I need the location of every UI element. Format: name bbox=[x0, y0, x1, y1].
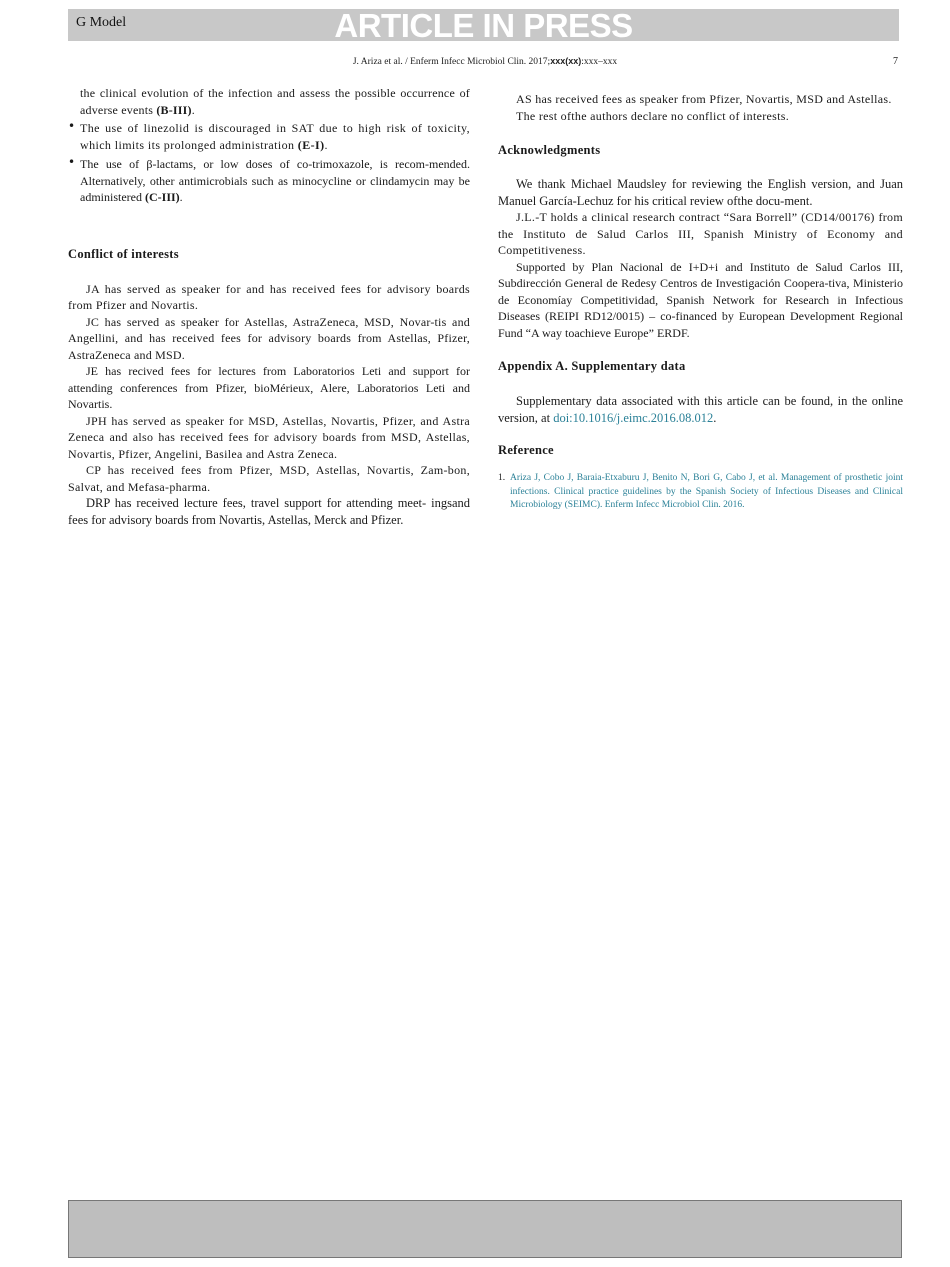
g-model-label: G Model bbox=[76, 15, 127, 30]
bullet-beta-lactams: • The use of β-lactams, or low doses of co-trimoxazole, is recom-mended. Alternatively, other antimicrobials such as minocycline or clindamycin may be administered (C-III). bbox=[68, 156, 470, 206]
continued-text: the clinical evolution of the infection and assess the possible occurrence of adverse events (B-III). bbox=[80, 86, 470, 117]
rest-paragraph: The rest ofthe authors declare no conflict of interests. bbox=[516, 108, 790, 123]
citation-suffix: :xxx–xxx bbox=[581, 57, 618, 67]
reference-text: Ariza J, Cobo J, Baraia-Etxaburu J, Benito N, Bori G, Cabo J, et al. Management of prosthetic joint infections. Clinical practice guidelines by the Spanish Society of Infectious Diseases and Clinical Microbiology (SEIMC). Enferm Infecc Microbiol Clin. 2016. bbox=[510, 473, 903, 510]
grade-b-iii: (B-III) bbox=[156, 102, 192, 117]
running-head bbox=[300, 56, 670, 67]
appendix-paragraph: Supplementary data associated with this article can be found, in the online version, at doi:10.1016/j.eimc.2016.08.012. bbox=[498, 394, 903, 425]
conflict-paragraph: JC has served as speaker for Astellas, AstraZeneca, MSD, Novar-tis and Angellini, and has received fees for advisory boards from Astellas, Pfizer, AstraZeneca and MSD. bbox=[68, 314, 470, 362]
grade-c-iii: (C-III) bbox=[144, 190, 180, 204]
conflict-paragraphs bbox=[68, 281, 470, 529]
bullet-linezolid: • The use of linezolid is discouraged in SAT due to high risk of toxicity, which limits its prolonged administration (E-I). bbox=[68, 120, 470, 153]
reference-list bbox=[498, 472, 903, 513]
left-column bbox=[68, 85, 470, 528]
right-column bbox=[498, 91, 903, 513]
conflict-paragraph: JA has served as speaker for and has received fees for advisory boards from Pfizer and Novartis. bbox=[68, 281, 470, 312]
acknowledgments-heading: Acknowledgments bbox=[498, 143, 601, 157]
reference-number: 1. bbox=[498, 473, 506, 483]
conflict-heading: Conflict of interests bbox=[68, 246, 179, 261]
conflict-paragraph: JE has recived fees for lectures from Laboratorios Leti and support for attending conferences from Pfizer, bioMérieux, Alere, Laboratorios Leti and Novartis. bbox=[68, 364, 470, 411]
ack-paragraph: We thank Michael Maudsley for reviewing the English version, and Juan Manuel García-Lechuz for his critical review ofthe docu-ment. bbox=[498, 177, 903, 208]
recommendation-list bbox=[68, 120, 470, 206]
footer-placeholder-box bbox=[68, 1200, 902, 1258]
banner-title: ARTICLE IN PRESS bbox=[334, 7, 633, 44]
conflict-paragraph: DRP has received lecture fees, travel support for attending meet- ingsand fees for advisory boards from Novartis, Astellas, Merck and Pfizer. bbox=[68, 496, 470, 527]
conflict-paragraph: CP has received fees from Pfizer, MSD, Astellas, Novartis, Zam-bon, Salvat, and Mefasa-pharma. bbox=[68, 463, 470, 494]
citation-prefix: J. Ariza et al. / Enferm Infecc Microbiol Clin. 2017; bbox=[352, 57, 551, 67]
grade-e-i: (E-I) bbox=[297, 137, 325, 152]
appendix-heading: Appendix A. Supplementary data bbox=[498, 359, 686, 373]
reference-heading: Reference bbox=[498, 443, 554, 457]
reference-item[interactable] bbox=[498, 472, 903, 513]
article-in-press-banner bbox=[68, 7, 899, 44]
acknowledgments-paragraphs bbox=[498, 176, 903, 341]
citation-volume: xxx(xx) bbox=[550, 56, 582, 66]
as-paragraph: AS has received fees as speaker from Pfizer, Novartis, MSD and Astellas. bbox=[516, 92, 892, 106]
page-number: 7 bbox=[893, 56, 898, 67]
ack-paragraph: Supported by Plan Nacional de I+D+i and Instituto de Salud Carlos III, Subdirección General de Redesy Centros de Investigación Coopera-tiva, Ministerio de Economíay Competitividad, Spanish Network for Research in Infectious Diseases (REIPI RD12/0015) – co-financed by European Development Regional Fund “A way toachieve Europe” ERDF. bbox=[498, 259, 903, 340]
doi-link[interactable]: doi:10.1016/j.eimc.2016.08.012 bbox=[553, 410, 714, 425]
conflict-paragraph: JPH has served as speaker for MSD, Astellas, Novartis, Pfizer, and Astra Zeneca and also has received fees for advisory boards from MSD, Astellas, Novartis, Pfizer, Angelini, Basilea and Astra Zeneca. bbox=[68, 413, 470, 461]
ack-paragraph: J.L.-T holds a clinical research contract “Sara Borrell” (CD14/00176) from the Instituto de Salud Carlos III, Spanish Ministry of Economy and Competitiveness. bbox=[498, 210, 903, 257]
